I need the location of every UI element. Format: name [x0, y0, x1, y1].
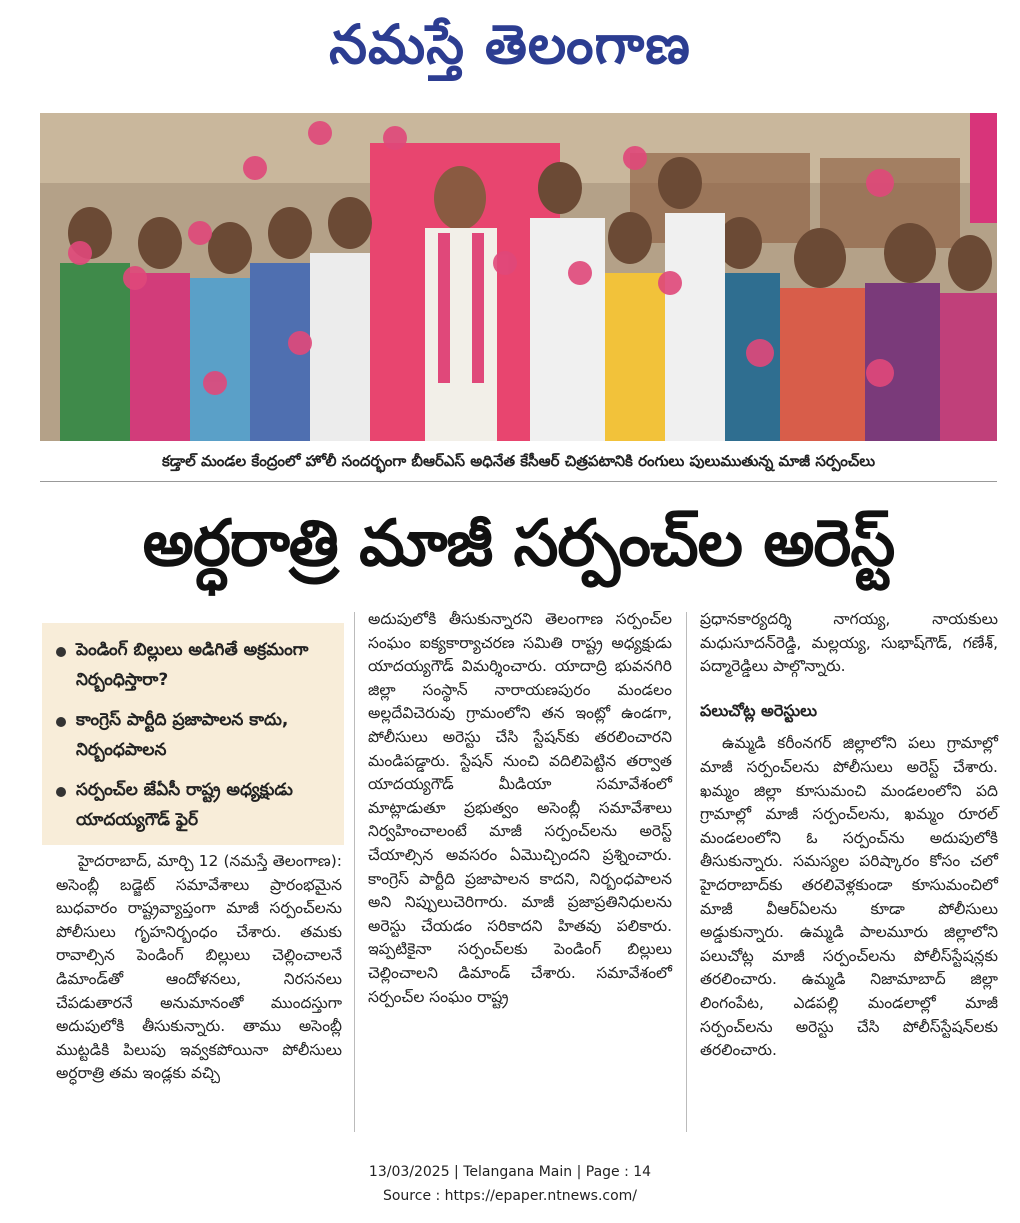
bullet-icon	[56, 647, 66, 657]
article-column-1	[56, 850, 342, 1086]
article-paragraph: ప్రధానకార్యదర్శి నాగయ్య, నాయకులు మధుసూదన్‌రెడ్డి, మల్లయ్య, సుభాష్‌గౌడ్, గణేశ్, పద్మారెడ్డిలు పాల్గొన్నారు.	[700, 610, 998, 676]
holi-celebration-photo	[40, 113, 997, 441]
column-divider	[686, 612, 687, 1132]
highlight-text: పెండింగ్ బిల్లులు అడిగితే అక్రమంగా నిర్బంధిస్తారా?	[76, 640, 309, 690]
source-link[interactable]: Source : https://epaper.ntnews.com/	[382, 1188, 638, 1204]
highlights-box	[42, 623, 344, 845]
article-column-2	[368, 608, 672, 1009]
edition-info: 13/03/2025 | Telangana Main | Page : 14	[368, 1164, 652, 1180]
article-paragraph: ఉమ్మడి కరీంనగర్ జిల్లాలోని పలు గ్రామాల్లో మాజీ సర్పంచ్‌లను పోలీసులు అరెస్ట్ చేశారు. ఖమ్మం జిల్లా కూసుమంచి మండలంలోని పది గ్రామాల్లో మాజీ సర్పంచ్‌లను, ఖమ్మం రూరల్ మండలంలోని ఓ సర్పంచ్‌ను అదుపులోకి తీసుకున్నారు. సమస్యల పరిష్కారం కోసం చలో హైదరాబాద్‌కు తరలివెళ్లకుండా కూసుమంచిలో మాజీ వీఆర్ఏలను కూడా పోలీసులు అడ్డుకున్నారు. ఉమ్మడి పాలమూరు జిల్లాలోని పలుచోట్ల మాజీ సర్పంచ్‌లను పోలీస్‌స్టేషన్లకు తరలించారు. ఉమ్మడి నిజామాబాద్ జిల్లా లింగంపేట, ఎడపల్లి మండలాల్లో మాజీ సర్పంచ్‌లను అరెస్టు చేసి పోలీస్‌స్టేషన్‌లకు తరలించారు.	[700, 734, 998, 1060]
headline: అర్ధరాత్రి మాజీ సర్పంచ్‌ల అరెస్ట్	[142, 506, 895, 581]
highlight-text: కాంగ్రెస్ పార్టీది ప్రజాపాలన కాదు, నిర్బంధపాలన	[76, 710, 289, 760]
highlight-item	[56, 705, 334, 765]
footer	[0, 1160, 1020, 1208]
highlight-item	[56, 775, 334, 835]
article-paragraph: అదుపులోకి తీసుకున్నారని తెలంగాణ సర్పంచ్‌ల సంఘం ఐక్యకార్యాచరణ సమితి రాష్ట్ర అధ్యక్షుడు యాదయ్యగౌడ్ విమర్శించారు. యాదాద్రి భువనగిరి జిల్లా సంస్థాన్ నారాయణపురం మండలం అల్లదేవిచెరువు గ్రామంలోని తన ఇంట్లో ఉండగా, పోలీసులు అరెస్టు చేసి స్టేషన్‌కు తరలించారని మండిపడ్డారు. స్టేషన్ నుంచి వదిలిపెట్టిన తర్వాత యాదయ్యగౌడ్ మీడియా సమావేశంలో మాట్లాడుతూ ప్రభుత్వం అసెంబ్లీ సమావేశాలు నిర్వహించాలంటే మాజీ సర్పంచ్‌లను అరెస్ట్ చేయాల్సిన అవసరం ఏమొచ్చిందని ప్రశ్నించారు. కాంగ్రెస్ పార్టీది ప్రజాపాలన కాదని, నిర్బంధపాలన అని నిప్పులుచెరిగారు. మాజీ ప్రజాప్రతినిధులను అరెస్టు చేయడం సరికాదని హితవు పలికారు. ఇప్పటికైనా సర్పంచ్‌లకు పెండింగ్ బిల్లులు చెల్లించాలని డిమాండ్ చేశారు. సమావేశంలో సర్పంచ్‌ల సంఘం రాష్ట్ర	[368, 610, 672, 1006]
subheading: పలుచోట్ల అరెస్టులు	[700, 700, 817, 720]
highlight-text: సర్పంచ్‌ల జేఏసీ రాష్ట్ర అధ్యక్షుడు యాదయ్యగౌడ్ ఫైర్	[76, 780, 293, 830]
highlight-item	[56, 635, 334, 695]
bullet-icon	[56, 787, 66, 797]
news-photo	[40, 113, 997, 441]
bullet-icon	[56, 717, 66, 727]
newspaper-title: నమస్తే తెలంగాణ	[329, 12, 691, 76]
article-column-3	[700, 608, 998, 1063]
photo-caption: కడ్తాల్ మండల కేంద్రంలో హోలీ సందర్భంగా బీఆర్ఎస్ అధినేత కేసీఆర్ చిత్రపటానికి రంగులు పులుముతున్న మాజీ సర్పంచ్‌లు	[40, 445, 997, 482]
column-divider	[354, 612, 355, 1132]
masthead	[0, 6, 1020, 96]
article-paragraph: హైదరాబాద్, మార్చి 12 (నమస్తే తెలంగాణ): అసెంబ్లీ బడ్జెట్ సమావేశాలు ప్రారంభమైన బుధవారం రాష్ట్రవ్యాప్తంగా మాజీ సర్పంచ్‌లను పోలీసులు గృహనిర్బంధం చేశారు. తమకు రావాల్సిన పెండింగ్ బిల్లులు చెల్లించాలనే డిమాండ్‌తో ఆందోళనలు, నిరసనలు చేపడుతారనే అనుమానంతో ముందస్తుగా అదుపులోకి తీసుకున్నారు. తాము అసెంబ్లీ ముట్టడికి పిలుపు ఇవ్వకపోయినా పోలీసులు అర్ధరాత్రి తమ ఇండ్లకు వచ్చి	[56, 852, 342, 1083]
